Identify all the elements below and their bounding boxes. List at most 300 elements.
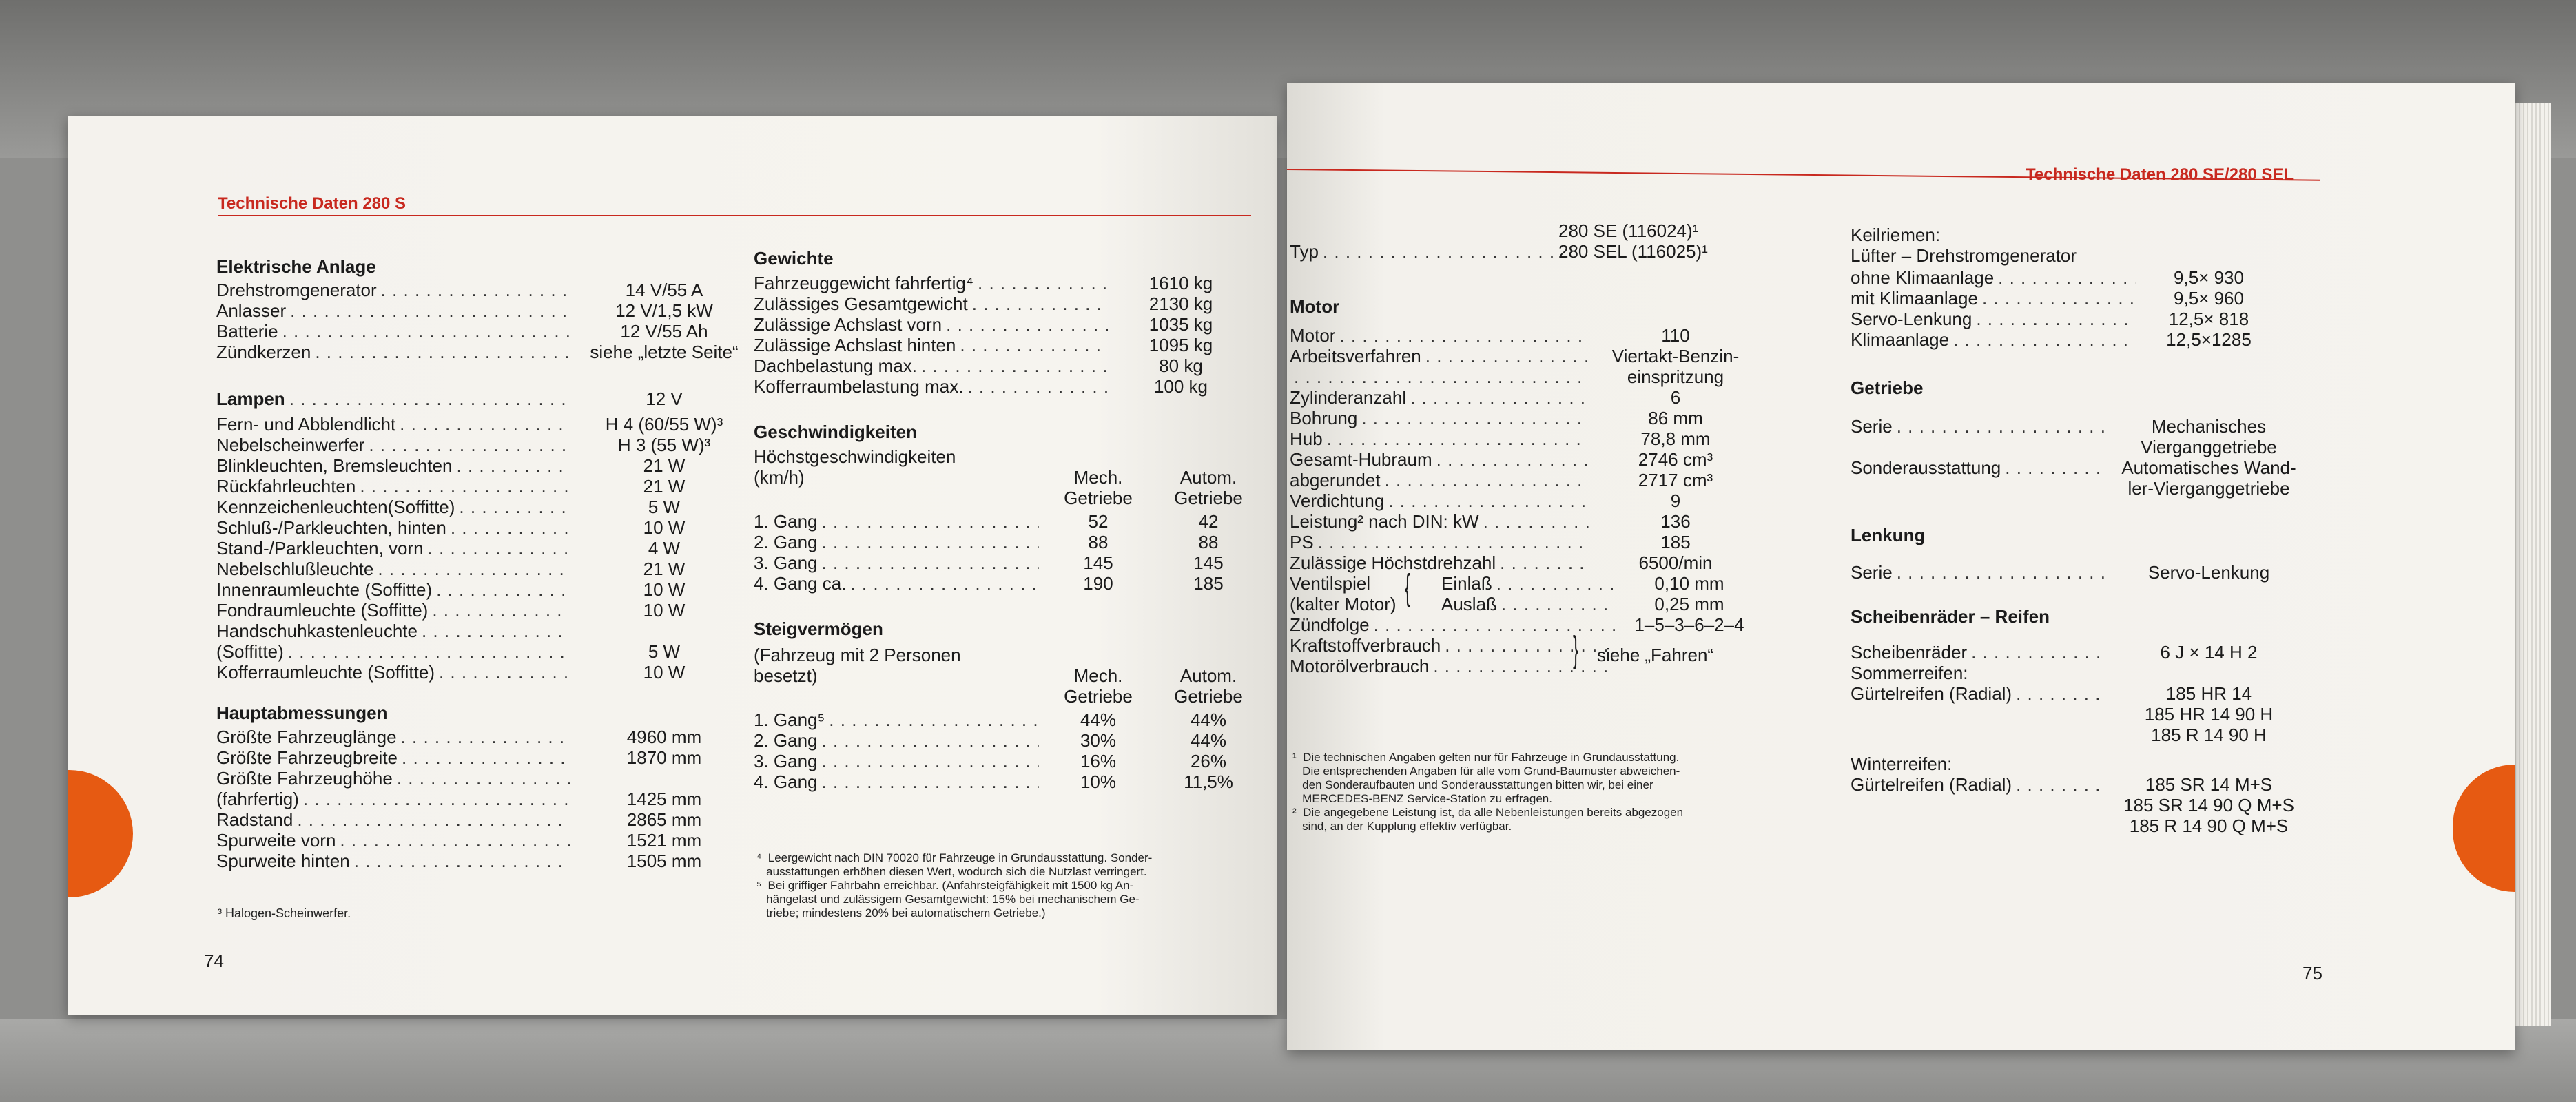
serie-label: Serie bbox=[1851, 416, 1893, 437]
col-mech: Mech. bbox=[1073, 467, 1123, 488]
leader-dots bbox=[1425, 346, 1589, 366]
leader-dots bbox=[402, 747, 570, 768]
brace-icon: { bbox=[1404, 567, 1411, 608]
row-value: 10 W bbox=[643, 517, 686, 538]
row-label: Radstand bbox=[216, 809, 293, 830]
table-row bbox=[754, 532, 1264, 552]
leader-dots bbox=[829, 709, 1039, 730]
row-label: Größte Fahrzeuglänge bbox=[216, 727, 397, 747]
row-label: mit Klimaanlage bbox=[1851, 288, 1978, 309]
row-value: 110 bbox=[1661, 325, 1690, 346]
row-value: 9,5× 960 bbox=[2174, 288, 2244, 309]
row-label: 3. Gang bbox=[754, 751, 818, 771]
table-row bbox=[216, 768, 754, 789]
row-value: 2717 cm³ bbox=[1638, 470, 1713, 490]
table-row bbox=[754, 273, 1250, 293]
table-row bbox=[216, 621, 754, 641]
footnote-line: Die entsprechenden Angaben für alle vom Grund-Baumuster abweichen- bbox=[1292, 765, 1680, 778]
section-title: Getriebe bbox=[1851, 377, 1924, 398]
leader-dots bbox=[822, 532, 1039, 552]
leader-dots bbox=[290, 300, 570, 321]
row-value: 1521 mm bbox=[626, 830, 702, 851]
row-label: Kofferraumleuchte (Soffitte) bbox=[216, 662, 435, 683]
section-title: Steigvermögen bbox=[754, 618, 883, 639]
col-getriebe: Getriebe bbox=[1174, 488, 1243, 508]
verbrauch-value: siehe „Fahren“ bbox=[1597, 645, 1714, 665]
steig-subtitle-2: besetzt) bbox=[754, 665, 818, 686]
col-autom: Autom. bbox=[1179, 665, 1237, 686]
lenkung-table bbox=[1851, 562, 2305, 583]
table-row bbox=[216, 830, 754, 851]
keilriemen-title: Keilriemen: bbox=[1851, 225, 1941, 245]
section-title: Scheibenräder – Reifen bbox=[1851, 606, 2050, 627]
table-row bbox=[216, 747, 754, 768]
row-value-autom: 26% bbox=[1190, 751, 1227, 771]
row-value: 1505 mm bbox=[626, 851, 702, 871]
table-row bbox=[216, 342, 754, 362]
row-label: Innenraumleuchte (Soffitte) bbox=[216, 579, 433, 600]
row-label: Zündkerzen bbox=[216, 342, 311, 362]
leader-dots bbox=[1998, 267, 2136, 288]
row-value: 10 W bbox=[643, 662, 686, 683]
row-label: ohne Klimaanlage bbox=[1851, 267, 1995, 288]
leader-dots bbox=[960, 335, 1108, 355]
row-value: Viertakt-Benzin- bbox=[1611, 346, 1740, 366]
row-value: 4960 mm bbox=[626, 727, 702, 747]
row-value: 1425 mm bbox=[626, 789, 702, 809]
row-label: Rückfahrleuchten bbox=[216, 476, 356, 497]
table-row bbox=[754, 335, 1250, 355]
row-value: 21 W bbox=[643, 559, 686, 579]
row-value: 2746 cm³ bbox=[1638, 449, 1713, 470]
steig-headings bbox=[754, 645, 1264, 707]
table-row bbox=[216, 517, 754, 538]
row-label: Schluß-/Parkleuchten, hinten bbox=[216, 517, 446, 538]
row-value-mech: 44% bbox=[1080, 709, 1117, 730]
steig-table bbox=[754, 709, 1264, 792]
row-value: 78,8 mm bbox=[1640, 428, 1711, 449]
col-getriebe: Getriebe bbox=[1064, 488, 1133, 508]
section-title: Lampen bbox=[216, 388, 285, 409]
row-value: 1610 kg bbox=[1148, 273, 1213, 293]
table-row bbox=[216, 538, 754, 559]
row-value: 6500/min bbox=[1638, 552, 1713, 573]
row-value: H 3 (55 W)³ bbox=[617, 435, 711, 455]
table-row bbox=[1290, 449, 1758, 470]
row-label: Kennzeichenleuchten(Soffitte) bbox=[216, 497, 455, 517]
elektrik-table bbox=[216, 280, 754, 362]
leader-dots bbox=[428, 538, 570, 559]
table-row bbox=[216, 579, 754, 600]
raeder-table bbox=[1851, 642, 2305, 663]
left-page bbox=[68, 116, 1277, 1015]
row-label: 2. Gang bbox=[754, 730, 818, 751]
speed-subtitle: Höchstgeschwindigkeiten bbox=[754, 446, 956, 467]
row-value-autom: 11,5% bbox=[1184, 771, 1233, 792]
row-label: Gesamt-Hubraum bbox=[1290, 449, 1432, 470]
row-value: 12 V/55 Ah bbox=[620, 321, 708, 342]
leader-dots bbox=[1976, 309, 2136, 329]
row-label: 2. Gang bbox=[754, 532, 818, 552]
lenkung-value: Servo-Lenkung bbox=[2147, 562, 2270, 583]
row-value: 12,5× 818 bbox=[2168, 309, 2249, 329]
row-label: abgerundet bbox=[1290, 470, 1381, 490]
sonder-label: Sonderausstattung bbox=[1851, 457, 2001, 478]
row-label: Motor bbox=[1290, 325, 1336, 346]
leader-dots bbox=[1318, 532, 1589, 552]
col-getriebe: Getriebe bbox=[1174, 686, 1243, 707]
ventilspiel-block bbox=[1290, 573, 1758, 614]
speed-table bbox=[754, 511, 1264, 594]
table-row bbox=[1290, 408, 1758, 428]
ventil-sublabel: (kalter Motor) bbox=[1290, 594, 1397, 614]
sommer-value: 185 HR 14 90 H bbox=[2144, 704, 2274, 725]
table-row bbox=[216, 727, 754, 747]
row-label: Scheibenräder bbox=[1851, 642, 1968, 663]
row-value-autom: 44% bbox=[1190, 730, 1227, 751]
winter-value: 185 R 14 90 Q M+S bbox=[2129, 815, 2289, 836]
typ-label: Typ bbox=[1290, 241, 1319, 262]
page-number: 75 bbox=[2302, 963, 2322, 984]
leader-dots bbox=[400, 414, 570, 435]
speed-unit: (km/h) bbox=[754, 467, 805, 488]
col-mech: Mech. bbox=[1073, 665, 1123, 686]
leader-dots bbox=[1483, 511, 1589, 532]
table-row bbox=[754, 355, 1250, 376]
row-label: (Soffitte) bbox=[216, 641, 284, 662]
row-value-mech: 190 bbox=[1083, 573, 1113, 594]
table-row bbox=[1290, 511, 1758, 532]
guertel-label: Gürtelreifen (Radial) bbox=[1851, 774, 2012, 795]
keilriemen-table bbox=[1851, 267, 2278, 350]
leader-dots bbox=[1971, 642, 2108, 663]
table-row bbox=[1290, 346, 1758, 366]
table-row bbox=[754, 709, 1264, 730]
row-value: 21 W bbox=[643, 455, 686, 476]
row-label: Zylinderanzahl bbox=[1290, 387, 1407, 408]
page-number: 74 bbox=[204, 950, 224, 971]
zuendfolge-row bbox=[1290, 614, 1758, 635]
row-value: 10 W bbox=[643, 600, 686, 621]
row-value: 100 kg bbox=[1153, 376, 1208, 397]
row-value: 86 mm bbox=[1648, 408, 1703, 428]
row-value: H 4 (60/55 W)³ bbox=[605, 414, 723, 435]
row-value-mech: 10% bbox=[1080, 771, 1117, 792]
winter-value: 185 SR 14 M+S bbox=[2145, 774, 2273, 795]
table-row bbox=[1290, 428, 1758, 449]
table-row bbox=[754, 293, 1250, 314]
leader-dots bbox=[1294, 366, 1589, 387]
auslass-value: 0,25 mm bbox=[1654, 594, 1724, 614]
table-row bbox=[216, 476, 754, 497]
keilriemen-sub: Lüfter – Drehstromgenerator bbox=[1851, 245, 2077, 266]
row-value: 9,5× 930 bbox=[2174, 267, 2244, 288]
section-title: Elektrische Anlage bbox=[216, 256, 376, 277]
footnotes-left bbox=[756, 851, 1152, 920]
row-value: 5 W bbox=[648, 641, 681, 662]
haupt-table bbox=[216, 727, 754, 871]
row-value: 185 bbox=[1660, 532, 1691, 552]
leader-dots bbox=[1436, 449, 1589, 470]
footnote-line: triebe; mindestens 20% bei automatischem Getriebe.) bbox=[756, 906, 1046, 919]
row-value: 14 V/55 A bbox=[625, 280, 703, 300]
table-row bbox=[1851, 288, 2278, 309]
right-page bbox=[1287, 83, 2515, 1050]
row-value-autom: 145 bbox=[1193, 552, 1224, 573]
table-row bbox=[1290, 470, 1758, 490]
footnote-line: ausstattungen erhöhen diesen Wert, wodurch sich die Nutzlast verringert. bbox=[756, 865, 1147, 878]
row-label: Leistung² nach DIN: kW bbox=[1290, 511, 1479, 532]
table-row bbox=[216, 662, 754, 683]
footnotes-right bbox=[1292, 751, 1683, 833]
leader-dots bbox=[378, 559, 570, 579]
leader-dots bbox=[381, 280, 570, 300]
row-value: 4 W bbox=[648, 538, 681, 559]
row-label: Handschuhkastenleuchte bbox=[216, 621, 418, 641]
sonder-value: Automatisches Wand- bbox=[2121, 457, 2296, 478]
winter-block bbox=[1851, 753, 2305, 836]
row-label: 1. Gang⁵ bbox=[754, 709, 825, 730]
row-label: Hub bbox=[1290, 428, 1323, 449]
gewichte-table bbox=[754, 273, 1250, 397]
sonder-value-2: ler-Vierganggetriebe bbox=[2127, 478, 2290, 499]
footnote-3: ³ Halogen-Scheinwerfer. bbox=[218, 906, 351, 920]
row-label: Nebelschlußleuchte bbox=[216, 559, 374, 579]
table-row bbox=[216, 435, 754, 455]
guertel-label: Gürtelreifen (Radial) bbox=[1851, 683, 2012, 704]
row-label: Arbeitsverfahren bbox=[1290, 346, 1421, 366]
leader-dots bbox=[439, 662, 570, 683]
leader-dots bbox=[1982, 288, 2136, 309]
leader-dots bbox=[1327, 428, 1589, 449]
table-row bbox=[1851, 309, 2278, 329]
header-rule-left bbox=[218, 215, 1251, 216]
footnote-line: ¹ Die technischen Angaben gelten nur für Fahrzeuge in Grundausstattung. bbox=[1292, 751, 1680, 764]
leader-dots bbox=[369, 435, 570, 455]
footnote-line: den Sonderaufbauten und Sonderausstattungen bitten wir, bei einer bbox=[1292, 778, 1653, 791]
row-label: Nebelscheinwerfer bbox=[216, 435, 365, 455]
table-row bbox=[216, 789, 754, 809]
row-label: 4. Gang bbox=[754, 771, 818, 792]
sommer-value: 185 HR 14 bbox=[2165, 683, 2252, 704]
row-label: Drehstromgenerator bbox=[216, 280, 377, 300]
footnote-line: MERCEDES-BENZ Service-Station zu erfragen. bbox=[1292, 792, 1552, 805]
typ-block bbox=[1290, 220, 1772, 262]
row-value-mech: 16% bbox=[1080, 751, 1117, 771]
leader-dots bbox=[978, 273, 1108, 293]
leader-dots bbox=[457, 455, 570, 476]
leader-dots bbox=[822, 552, 1039, 573]
footnote-line: sind, an der Kupplung effektiv verfügbar. bbox=[1292, 820, 1512, 833]
row-label: Fern- und Abblendlicht bbox=[216, 414, 396, 435]
row-label: Servo-Lenkung bbox=[1851, 309, 1972, 329]
table-row bbox=[754, 730, 1264, 751]
footnote-line: hängelast und zulässigem Gesamtgewicht: 15% bei mechanischem Ge- bbox=[756, 893, 1140, 906]
row-value: 1095 kg bbox=[1148, 335, 1213, 355]
table-row bbox=[216, 600, 754, 621]
table-row bbox=[1290, 366, 1758, 387]
row-value: 9 bbox=[1670, 490, 1681, 511]
row-value-mech: 145 bbox=[1083, 552, 1113, 573]
leader-dots bbox=[340, 830, 570, 851]
leader-dots bbox=[422, 621, 570, 641]
table-row bbox=[754, 751, 1264, 771]
leader-dots bbox=[1500, 552, 1589, 573]
winter-label: Winterreifen: bbox=[1851, 753, 1952, 774]
section-title: Geschwindigkeiten bbox=[754, 422, 917, 442]
row-label: Zulässige Höchstdrehzahl bbox=[1290, 552, 1496, 573]
footnote-line: ⁴ Leergewicht nach DIN 70020 für Fahrzeuge in Grundausstattung. Sonder- bbox=[756, 851, 1153, 864]
leader-dots bbox=[451, 517, 570, 538]
row-label: PS bbox=[1290, 532, 1314, 552]
table-row bbox=[216, 559, 754, 579]
leader-dots bbox=[822, 511, 1039, 532]
leader-dots bbox=[822, 751, 1039, 771]
table-row bbox=[1851, 642, 2305, 663]
leader-dots bbox=[432, 600, 570, 621]
table-row bbox=[1851, 267, 2278, 288]
winter-value: 185 SR 14 90 Q M+S bbox=[2123, 795, 2294, 815]
leader-dots bbox=[1410, 387, 1589, 408]
leader-dots bbox=[459, 497, 570, 517]
lampen-voltage: 12 V bbox=[646, 388, 683, 409]
row-value: 1035 kg bbox=[1148, 314, 1213, 335]
row-value-autom: 88 bbox=[1198, 532, 1219, 552]
row-value: 6 J × 14 H 2 bbox=[2160, 642, 2258, 663]
row-label: Klimaanlage bbox=[1851, 329, 1950, 350]
leader-dots bbox=[303, 789, 570, 809]
row-value: 2865 mm bbox=[626, 809, 702, 830]
motor-table bbox=[1290, 325, 1758, 573]
leader-dots bbox=[297, 809, 570, 830]
table-row bbox=[216, 497, 754, 517]
leader-dots bbox=[967, 376, 1108, 397]
table-row bbox=[754, 573, 1264, 594]
table-row bbox=[754, 771, 1264, 792]
leader-dots bbox=[360, 476, 570, 497]
table-row bbox=[754, 511, 1264, 532]
row-label: Spurweite hinten bbox=[216, 851, 350, 871]
row-value-autom: 42 bbox=[1198, 511, 1219, 532]
leader-dots bbox=[354, 851, 570, 871]
leader-dots bbox=[822, 771, 1039, 792]
row-label: Zulässige Achslast vorn bbox=[754, 314, 942, 335]
row-label: Spurweite vorn bbox=[216, 830, 336, 851]
serie-value: Mechanisches bbox=[2151, 416, 2267, 437]
row-label: Bohrung bbox=[1290, 408, 1358, 428]
row-label: Dachbelastung max. bbox=[754, 355, 918, 376]
lampen-heading-row bbox=[216, 388, 754, 409]
typ-value-se: 280 SE (116024)¹ bbox=[1558, 220, 1699, 241]
einlass-label: Einlaß bbox=[1441, 573, 1492, 594]
row-label: Verdichtung bbox=[1290, 490, 1385, 511]
row-label: Größte Fahrzeughöhe bbox=[216, 768, 393, 789]
einlass-value: 0,10 mm bbox=[1654, 573, 1724, 594]
table-row bbox=[754, 314, 1250, 335]
serie-value-2: Vierganggetriebe bbox=[2141, 437, 2277, 457]
table-row bbox=[1290, 532, 1758, 552]
row-label: Blinkleuchten, Bremsleuchten bbox=[216, 455, 453, 476]
getriebe-table bbox=[1851, 416, 2305, 499]
page-header-right: Technische Daten 280 SE/280 SEL bbox=[2026, 165, 2294, 184]
row-value: 12 V/1,5 kW bbox=[615, 300, 713, 321]
row-value: 136 bbox=[1660, 511, 1691, 532]
table-row bbox=[216, 321, 754, 342]
row-value: 6 bbox=[1670, 387, 1681, 408]
table-row bbox=[216, 641, 754, 662]
row-label: Stand-/Parkleuchten, vorn bbox=[216, 538, 424, 559]
row-value-autom: 44% bbox=[1190, 709, 1227, 730]
zuend-value: 1–5–3–6–2–4 bbox=[1634, 614, 1744, 635]
row-label: Zulässiges Gesamtgewicht bbox=[754, 293, 968, 314]
col-autom: Autom. bbox=[1179, 467, 1237, 488]
section-title: Gewichte bbox=[754, 248, 834, 269]
motoroel-label: Motorölverbrauch bbox=[1290, 656, 1430, 676]
leader-dots bbox=[1361, 408, 1589, 428]
row-label: 4. Gang ca. bbox=[754, 573, 847, 594]
leader-dots bbox=[288, 641, 570, 662]
table-row bbox=[1290, 552, 1758, 573]
table-row bbox=[216, 300, 754, 321]
steig-subtitle: (Fahrzeug mit 2 Personen bbox=[754, 645, 961, 665]
sommer-value: 185 R 14 90 H bbox=[2151, 725, 2267, 745]
table-row bbox=[1290, 325, 1758, 346]
leader-dots bbox=[436, 579, 570, 600]
table-row bbox=[216, 809, 754, 830]
row-value: 80 kg bbox=[1159, 355, 1203, 376]
row-value: 21 W bbox=[643, 476, 686, 497]
auslass-label: Auslaß bbox=[1441, 594, 1497, 614]
sommer-label: Sommerreifen: bbox=[1851, 663, 1968, 683]
row-label: (fahrfertig) bbox=[216, 789, 299, 809]
table-row bbox=[754, 376, 1250, 397]
row-label: 1. Gang bbox=[754, 511, 818, 532]
keilriemen-heading bbox=[1851, 225, 2278, 266]
leader-dots bbox=[315, 342, 570, 362]
leader-dots bbox=[1385, 470, 1589, 490]
leader-dots bbox=[401, 727, 570, 747]
leader-dots bbox=[1339, 325, 1589, 346]
footnote-line: ⁵ Bei griffiger Fahrbahn erreichbar. (Anfahrsteigfähigkeit mit 1500 kg An- bbox=[756, 879, 1134, 892]
speed-headings bbox=[754, 446, 1264, 508]
leader-dots bbox=[1388, 490, 1589, 511]
brace-icon: } bbox=[1572, 629, 1579, 670]
page-header-left: Technische Daten 280 S bbox=[218, 194, 406, 213]
footnote-line: ² Die angegebene Leistung ist, da alle Nebenleistungen bereits abgezogen bbox=[1292, 806, 1684, 819]
row-label: Fondraumleuchte (Soffitte) bbox=[216, 600, 429, 621]
row-label: Batterie bbox=[216, 321, 278, 342]
row-value-mech: 52 bbox=[1088, 511, 1109, 532]
table-row bbox=[216, 414, 754, 435]
ventil-label: Ventilspiel bbox=[1290, 573, 1371, 594]
kraftstoff-label: Kraftstoffverbrauch bbox=[1290, 635, 1441, 656]
row-value: 10 W bbox=[643, 579, 686, 600]
row-label: Anlasser bbox=[216, 300, 287, 321]
table-row bbox=[216, 455, 754, 476]
typ-value-sel: 280 SEL (116025)¹ bbox=[1558, 241, 1708, 262]
row-label: Fahrzeuggewicht fahrfertig⁴ bbox=[754, 273, 973, 293]
row-label: 3. Gang bbox=[754, 552, 818, 573]
table-row bbox=[754, 552, 1264, 573]
row-value-mech: 88 bbox=[1088, 532, 1109, 552]
row-value: 12,5×1285 bbox=[2166, 329, 2252, 350]
leader-dots bbox=[946, 314, 1108, 335]
row-value: 2130 kg bbox=[1148, 293, 1213, 314]
leader-dots bbox=[822, 730, 1039, 751]
row-label: Größte Fahrzeugbreite bbox=[216, 747, 398, 768]
lenkung-serie-label: Serie bbox=[1851, 562, 1893, 583]
row-label: Zulässige Achslast hinten bbox=[754, 335, 956, 355]
